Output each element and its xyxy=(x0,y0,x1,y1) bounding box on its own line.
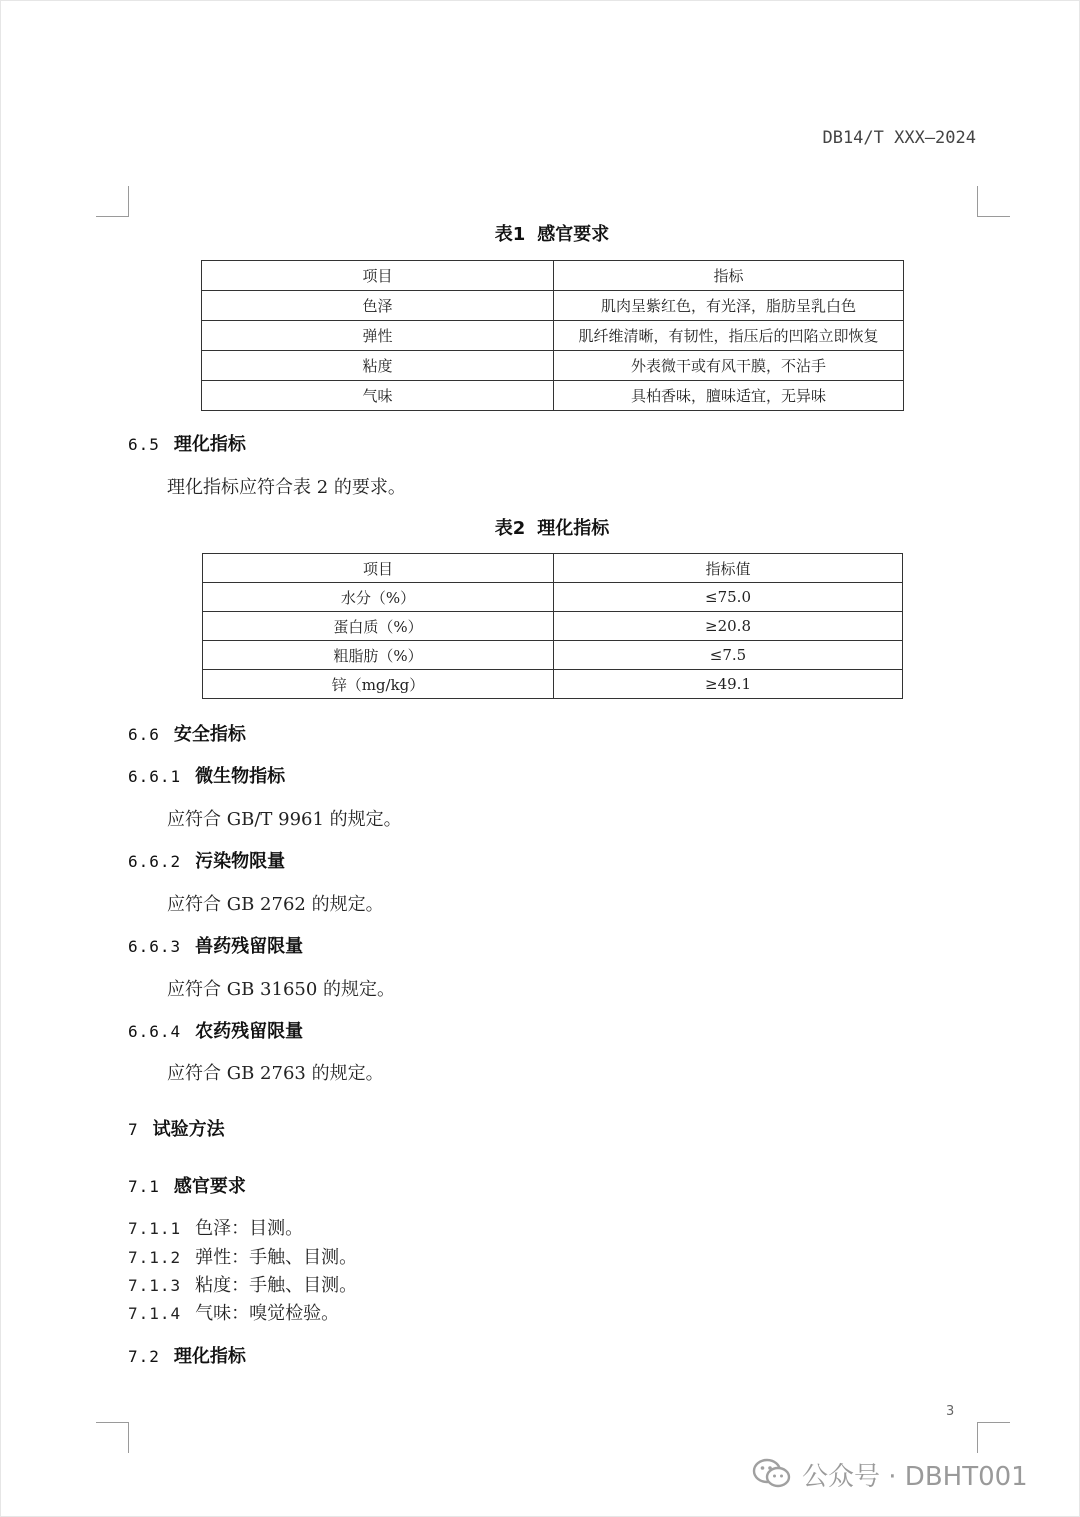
list-item-7-1-2 xyxy=(128,1243,357,1269)
table-row xyxy=(203,612,903,641)
table-cell: ≤75.0 xyxy=(554,583,903,612)
table1-number: 表1 xyxy=(494,224,526,245)
section-title: 安全指标 xyxy=(173,724,246,745)
section-heading-6-6-4 xyxy=(128,1017,303,1043)
table-cell: 粘度 xyxy=(202,351,554,381)
crop-mark-bottom-right xyxy=(977,1422,1010,1453)
table-row xyxy=(202,381,904,411)
watermark xyxy=(752,1454,1028,1494)
list-item-7-1-3 xyxy=(128,1271,357,1297)
list-item-7-1-4 xyxy=(128,1299,339,1325)
section-heading-6-6-1 xyxy=(128,762,285,788)
section-title: 感官要求 xyxy=(173,1176,246,1197)
section-heading-6-6-3 xyxy=(128,932,303,958)
paragraph-6-6-3: 应符合 GB 31650 的规定。 xyxy=(167,979,396,1000)
table-cell: 肌肉呈紫红色，有光泽，脂肪呈乳白色 xyxy=(554,291,904,321)
section-number: 6.6.1 xyxy=(128,767,182,786)
table-cell: 锌（mg/kg） xyxy=(203,670,554,699)
section-heading-7 xyxy=(128,1115,225,1141)
section-title: 农药残留限量 xyxy=(195,1021,304,1042)
section-title: 试验方法 xyxy=(152,1119,225,1140)
table1-sensory-requirements xyxy=(201,260,904,411)
table2-number: 表2 xyxy=(494,518,526,539)
section-title: 污染物限量 xyxy=(195,851,286,872)
table-header-row xyxy=(202,261,904,291)
section-heading-6-5 xyxy=(128,430,246,456)
watermark-text: 公众号 · DBHT001 xyxy=(802,1461,1028,1492)
paragraph-6-6-1: 应符合 GB/T 9961 的规定。 xyxy=(167,809,402,830)
item-number: 7.1.4 xyxy=(128,1304,182,1323)
table-cell: 外表微干或有风干膜，不沾手 xyxy=(554,351,904,381)
column-header: 项目 xyxy=(202,261,554,291)
section-title: 兽药残留限量 xyxy=(195,936,304,957)
column-header: 项目 xyxy=(203,554,554,583)
table-row xyxy=(202,291,904,321)
section-heading-7-1 xyxy=(128,1172,246,1198)
table-cell: ≤7.5 xyxy=(554,641,903,670)
table-cell: ≥20.8 xyxy=(554,612,903,641)
table-cell: 气味 xyxy=(202,381,554,411)
section-number: 7 xyxy=(128,1120,139,1139)
section-title: 理化指标 xyxy=(173,1346,246,1367)
table-header-row xyxy=(203,554,903,583)
section-number: 6.6.3 xyxy=(128,937,182,956)
section-title: 理化指标 xyxy=(173,434,246,455)
section-number: 6.5 xyxy=(128,435,160,454)
table-cell: 粗脂肪（%） xyxy=(203,641,554,670)
document-code: DB14/T XXX—2024 xyxy=(822,128,976,148)
section-title: 微生物指标 xyxy=(195,766,286,787)
table-row xyxy=(203,583,903,612)
section-number: 7.2 xyxy=(128,1347,160,1366)
section-number: 6.6.4 xyxy=(128,1022,182,1041)
crop-mark-top-left xyxy=(96,186,129,217)
crop-mark-bottom-left xyxy=(96,1422,129,1453)
page-number: 3 xyxy=(946,1404,955,1419)
table-row xyxy=(202,351,904,381)
table-cell: 水分（%） xyxy=(203,583,554,612)
item-number: 7.1.1 xyxy=(128,1219,182,1238)
section-heading-7-2 xyxy=(128,1342,246,1368)
column-header: 指标值 xyxy=(554,554,903,583)
table-row xyxy=(202,321,904,351)
section-number: 6.6.2 xyxy=(128,852,182,871)
paragraph-6-5: 理化指标应符合表 2 的要求。 xyxy=(167,477,406,498)
table1-title: 感官要求 xyxy=(537,224,610,245)
list-item-7-1-1 xyxy=(128,1214,303,1240)
crop-mark-top-right xyxy=(977,186,1010,217)
item-number: 7.1.2 xyxy=(128,1248,182,1267)
table-cell: 肌纤维清晰，有韧性，指压后的凹陷立即恢复 xyxy=(554,321,904,351)
table-row xyxy=(203,670,903,699)
section-number: 6.6 xyxy=(128,725,160,744)
paragraph-6-6-2: 应符合 GB 2762 的规定。 xyxy=(167,894,384,915)
column-header: 指标 xyxy=(554,261,904,291)
table-cell: 具柏香味，膻味适宜，无异味 xyxy=(554,381,904,411)
section-number: 7.1 xyxy=(128,1177,160,1196)
section-heading-6-6-2 xyxy=(128,847,285,873)
table-row xyxy=(203,641,903,670)
item-number: 7.1.3 xyxy=(128,1276,182,1295)
wechat-icon xyxy=(752,1458,792,1490)
item-text: 色泽：目测。 xyxy=(195,1218,304,1239)
table-cell: 蛋白质（%） xyxy=(203,612,554,641)
table2-physicochemical-indicators xyxy=(202,553,903,699)
table-cell: ≥49.1 xyxy=(554,670,903,699)
table2-title: 理化指标 xyxy=(537,518,610,539)
item-text: 粘度：手触、目测。 xyxy=(195,1275,358,1296)
table-cell: 弹性 xyxy=(202,321,554,351)
paragraph-6-6-4: 应符合 GB 2763 的规定。 xyxy=(167,1063,384,1084)
table1-caption xyxy=(0,220,1080,246)
item-text: 气味：嗅觉检验。 xyxy=(195,1303,340,1324)
table2-caption xyxy=(0,514,1080,540)
section-heading-6-6 xyxy=(128,720,246,746)
item-text: 弹性：手触、目测。 xyxy=(195,1247,358,1268)
table-cell: 色泽 xyxy=(202,291,554,321)
